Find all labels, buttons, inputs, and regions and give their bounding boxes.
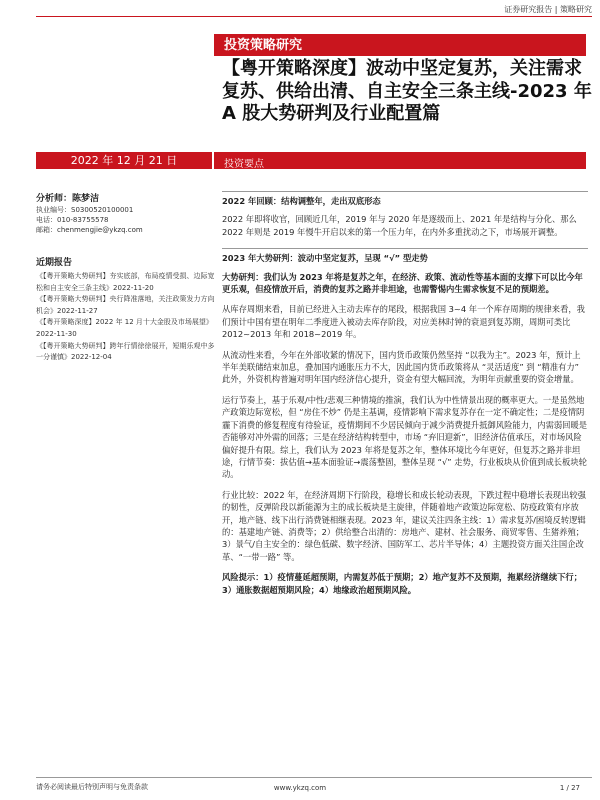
recent-report-item[interactable]: 《【粤开策略大势研判】夯实底部，布局疫情受损、边际宽松和自主安全三条主线》2022-11-20 [36, 272, 215, 292]
analyst-phone: 电话：010-83755578 [36, 216, 109, 224]
analyst-email-row [36, 225, 218, 235]
analyst-email[interactable]: chenmengjie@ykzq.com [57, 226, 143, 234]
footer-website[interactable]: www.ykzq.com [273, 784, 327, 792]
report-date: 2022 年 12 月 21 日 [70, 154, 178, 167]
category-band [214, 34, 586, 56]
sidebar [36, 191, 218, 364]
section-band [214, 152, 586, 169]
footer-divider [36, 777, 592, 778]
liquidity-paragraph: 从流动性来看，今年在外部收紧的情况下，国内货币政策仍然坚持 “以我为主”。2023 年，预计上半年美联储结束加息，叠加国内通胀压力不大，因此国内货币政策将从 “灵活适度” 到 “精准有力” 此外，外资机构普遍对明年国内经济信心提升，资金有望大幅回流，为明年贡献重要的资金增量。 [222, 349, 581, 385]
report-title: 【粤开策略深度】波动中坚定复苏，关注需求复苏、供给出清、自主安全三条主线-2023 年 A 股大势研判及行业配置篇 [222, 58, 592, 124]
footer-disclaimer: 请务必阅读最后特别声明与免责条款 [36, 783, 148, 791]
industry-comparison-paragraph: 行业比较：2022 年，在经济周期下行阶段，稳增长和成长轮动表现，下跌过程中稳增长表现出较强的韧性，反弹阶段以新能源为主的成长板块是主旋律，伴随着地产政策边际宽松、防疫政策有序放开，地产链、线下出行消费链相继表现。2023 年，建议关注四条主线：1）需求复苏/困境反转逻辑的：基建地产链、消费等；2）供给整合出清的：房地产、建材、社会服务、商贸零售、生猪养殖；3）景气/自主安全的：绿色低碳、数字经济、国防军工、芯片半导体；4）主题投资方面关注国企改革、“一带一路” 等。 [222, 489, 586, 562]
section-heading-outlook: 2023 年大势研判：波动中坚定复苏，呈现 “√” 型走势 [222, 248, 588, 264]
main-content [222, 191, 588, 596]
page-number: 1 / 27 [559, 784, 580, 792]
inventory-cycle-paragraph: 从库存周期来看，目前已经进入主动去库存的尾段，根据我国 3~4 年一个库存周期的规律来看，我们预计中国有望在明年二季度进入被动去库存阶段，对应美林时钟的衰退到复苏期，周期可类比 2012~2013 年和 2018~2019 年。 [222, 304, 585, 340]
review-paragraph: 2022 年即将收官，回顾近几年，2019 年与 2020 年是逐级而上、2021 年是结构与分化、那么 2022 年则是 2019 年慢牛开启以来的第一个压力年，在内外多重扰动之下，市场展开调整。 [222, 214, 577, 237]
report-type-header: 证券研究报告 | 策略研究 [504, 5, 592, 14]
section-heading-review: 2022 年回顾：结构调整年，走出双底形态 [222, 191, 588, 207]
section-label: 投资要点 [224, 159, 264, 170]
rhythm-paragraph: 运行节奏上，基于乐观/中性/悲观三种情境的推演，我们认为中性情景出现的概率更大。一是虽然地产政策边际宽松，但 “房住不炒” 仍是主基调，疫情影响下需求复苏存在一定不确定性；二是疫情阴霾下消费的修复程度有待验证，疫情期间不少居民倾向于减少消费提升抵御风险能力，内需弱回暖是否能够对冲外需的回落；三是在经济结构转型中，市场 “弃旧迎新”，旧经济估值承压，对市场风险偏好提升有限。综上，我们认为 2023 年将是复苏之年，整体环境比今年更好，但复苏之路并非坦途，行情节奏：拔估值→基本面验证→震荡整固，整体呈现 “√” 走势，行业板块从价值到成长板块轮动。 [222, 394, 588, 480]
recent-report-item[interactable]: 《【粤开策略大势研判】央行降准落地，关注政策发力方向机会》2022-11-27 [36, 295, 215, 315]
risk-warning-paragraph: 风险提示：1）疫情蔓延超预期，内需复苏低于预期；2）地产复苏不及预期，拖累经济继续下行；3）通胀数据超预期风险；4）地缘政治超预期风险。 [222, 572, 583, 595]
recent-report-item[interactable]: 《【粤开策略深度】2022 年 12 月十大金股及市场展望》2022-11-30 [36, 318, 213, 338]
overall-judgment-paragraph: 大势研判：我们认为 2023 年将是复苏之年，在经济、政策、流动性等基本面的支撑下可以比今年更乐观，但疫情放开后，消费的复苏之路并非坦途，也需警惕内生需求恢复不足的预期差。 [222, 271, 583, 295]
analyst-license: 执业编号：S0300520100001 [36, 206, 134, 214]
date-band [36, 152, 212, 169]
category-label: 投资策略研究 [224, 38, 303, 53]
recent-reports-title: 近期报告 [36, 258, 73, 268]
analyst-name: 分析师：陈梦洁 [36, 194, 100, 204]
recent-report-item[interactable]: 《【粤开策略大势研判】跨年行情徐徐展开，短期乐观中多一分谨慎》2022-12-04 [36, 341, 215, 362]
header-divider [36, 16, 592, 17]
analyst-email-label: 邮箱： [36, 226, 57, 234]
